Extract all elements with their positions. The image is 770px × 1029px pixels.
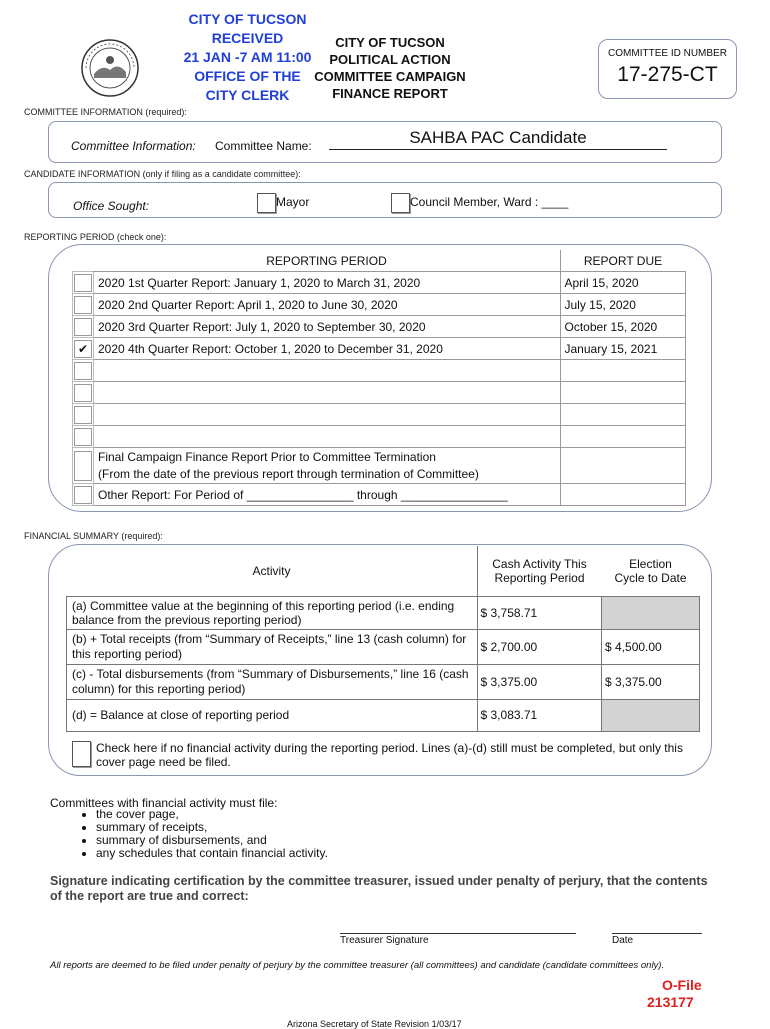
list-item: • summary of receipts,	[96, 821, 328, 834]
reporting-period-table	[72, 250, 686, 506]
period-checkbox[interactable]	[74, 384, 92, 402]
financial-summary-table	[66, 546, 700, 732]
period-checkbox[interactable]	[74, 296, 92, 314]
table-row	[67, 664, 700, 699]
col-activity: Activity	[67, 546, 478, 596]
candidate-info-box	[48, 182, 722, 218]
date-line[interactable]	[612, 933, 702, 934]
period-checkbox[interactable]	[74, 406, 92, 424]
title-line: FINANCE REPORT	[332, 86, 448, 101]
ofile-number: 213177	[647, 994, 694, 1010]
table-row	[67, 699, 700, 731]
final-report-text	[94, 448, 561, 484]
table-row	[73, 294, 686, 316]
activity-text: (a) Committee value at the beginning of this reporting period (i.e. ending balance from the previous reporting period)	[67, 596, 478, 629]
table-row	[73, 484, 686, 506]
table-row	[73, 382, 686, 404]
list-item: • summary of disbursements, and	[96, 834, 328, 847]
final-report-checkbox[interactable]	[74, 451, 92, 481]
other-report-text: Other Report: For Period of ________________ through ________________	[94, 484, 561, 506]
date-label: Date	[612, 935, 634, 946]
ward-field[interactable]: ____	[541, 195, 569, 210]
committee-id-value: 17-275-CT	[617, 63, 718, 86]
col-cash: Cash Activity This Reporting Period	[492, 556, 587, 585]
council-label: Council Member, Ward :	[410, 195, 539, 210]
cash-value[interactable]: $ 3,375.00	[477, 664, 602, 699]
due-text: April 15, 2020	[560, 272, 686, 294]
committee-id-box	[598, 39, 737, 99]
cycle-value	[602, 699, 700, 731]
col-report-due: REPORT DUE	[560, 250, 686, 272]
cash-value[interactable]: $ 3,083.71	[477, 699, 602, 731]
office-sought-label: Office Sought:	[73, 199, 150, 213]
list-item: • the cover page,	[96, 808, 328, 821]
no-activity-checkbox[interactable]	[72, 741, 91, 767]
period-text: 2020 2nd Quarter Report: April 1, 2020 to June 30, 2020	[94, 294, 561, 316]
period-checkbox[interactable]	[74, 428, 92, 446]
table-row	[67, 629, 700, 664]
other-report-checkbox[interactable]	[74, 486, 92, 504]
committee-info-box	[48, 121, 722, 163]
table-row	[73, 426, 686, 448]
mayor-label: Mayor	[276, 195, 310, 210]
cash-value[interactable]: $ 3,758.71	[477, 596, 602, 629]
table-row	[73, 338, 686, 360]
period-checkbox-checked[interactable]: ✔	[74, 340, 92, 358]
mayor-option[interactable]	[257, 193, 309, 213]
penalty-note: All reports are deemed to be filed under penalty of perjury by the committee treasurer (all committees) and candidate (candidate committees only).	[50, 960, 665, 971]
due-text: July 15, 2020	[560, 294, 686, 316]
treasurer-signature-line[interactable]	[340, 933, 576, 934]
stamp-line: CITY OF TUCSON	[188, 11, 307, 27]
stamp-line: CITY CLERK	[205, 87, 290, 103]
table-row	[67, 596, 700, 629]
list-item: • any schedules that contain financial activity.	[96, 847, 328, 860]
committee-info-label: Committee Information:	[71, 139, 196, 153]
committee-id-label: COMMITTEE ID NUMBER	[608, 48, 727, 59]
table-row	[73, 272, 686, 294]
revision-note: Arizona Secretary of State Revision 1/03/17	[287, 1019, 462, 1029]
form-title	[300, 34, 480, 102]
candidate-section-label: CANDIDATE INFORMATION (only if filing as a candidate committee):	[24, 169, 301, 179]
period-checkbox[interactable]	[74, 274, 92, 292]
table-row	[73, 448, 686, 484]
filing-list	[50, 808, 328, 860]
reporting-section-label: REPORTING PERIOD (check one):	[24, 232, 167, 242]
period-text: 2020 3rd Quarter Report: July 1, 2020 to September 30, 2020	[94, 316, 561, 338]
stamp-line: 21 JAN -7 AM 11:00	[183, 49, 312, 65]
cycle-value[interactable]: $ 4,500.00	[602, 629, 700, 664]
city-seal-icon	[80, 38, 140, 98]
council-checkbox[interactable]	[391, 193, 410, 213]
title-line: COMMITTEE CAMPAIGN	[314, 69, 466, 84]
period-text: 2020 1st Quarter Report: January 1, 2020 to March 31, 2020	[94, 272, 561, 294]
treasurer-signature-label: Treasurer Signature	[340, 935, 429, 946]
activity-text: (b) + Total receipts (from “Summary of Receipts,” line 13 (cash column) for this reporting period)	[67, 629, 478, 664]
table-row	[73, 360, 686, 382]
final-line: (From the date of the previous report through termination of Committee)	[98, 466, 479, 481]
cash-value[interactable]: $ 2,700.00	[477, 629, 602, 664]
committee-section-label: COMMITTEE INFORMATION (required):	[24, 107, 187, 117]
committee-name-label: Committee Name:	[215, 139, 312, 153]
no-activity-text: Check here if no financial activity during the reporting period. Lines (a)-(d) still must be completed, but only this cover page need be filed.	[96, 741, 683, 769]
period-checkbox[interactable]	[74, 318, 92, 336]
period-text: 2020 4th Quarter Report: October 1, 2020 to December 31, 2020	[94, 338, 561, 360]
cycle-value	[602, 596, 700, 629]
title-line: CITY OF TUCSON	[335, 35, 445, 50]
ofile-label: O-File	[662, 977, 702, 993]
title-line: POLITICAL ACTION	[329, 52, 451, 67]
activity-text: (c) - Total disbursements (from “Summary of Disbursements,” line 16 (cash column) for this reporting period)	[67, 664, 478, 699]
committee-name-field[interactable]: SAHBA PAC Candidate	[329, 128, 667, 150]
certification-statement: Signature indicating certification by the committee treasurer, issued under penalty of perjury, that the contents of the report are true and correct:	[50, 874, 708, 903]
due-text: January 15, 2021	[560, 338, 686, 360]
filing-intro: Committees with financial activity must file:	[50, 796, 278, 810]
activity-text: (d) = Balance at close of reporting period	[67, 699, 478, 731]
financial-section-label: FINANCIAL SUMMARY (required):	[24, 531, 163, 541]
col-reporting-period: REPORTING PERIOD	[94, 250, 561, 272]
stamp-line: OFFICE OF THE	[194, 68, 301, 84]
final-line: Final Campaign Finance Report Prior to Committee Termination	[98, 449, 436, 464]
stamp-line: RECEIVED	[211, 30, 284, 46]
period-checkbox[interactable]	[74, 362, 92, 380]
mayor-checkbox[interactable]	[257, 193, 276, 213]
council-option[interactable]	[391, 193, 568, 213]
cycle-value[interactable]: $ 3,375.00	[602, 664, 700, 699]
due-text: October 15, 2020	[560, 316, 686, 338]
table-row	[73, 404, 686, 426]
table-row	[73, 316, 686, 338]
col-cycle: Election Cycle to Date	[614, 556, 687, 585]
